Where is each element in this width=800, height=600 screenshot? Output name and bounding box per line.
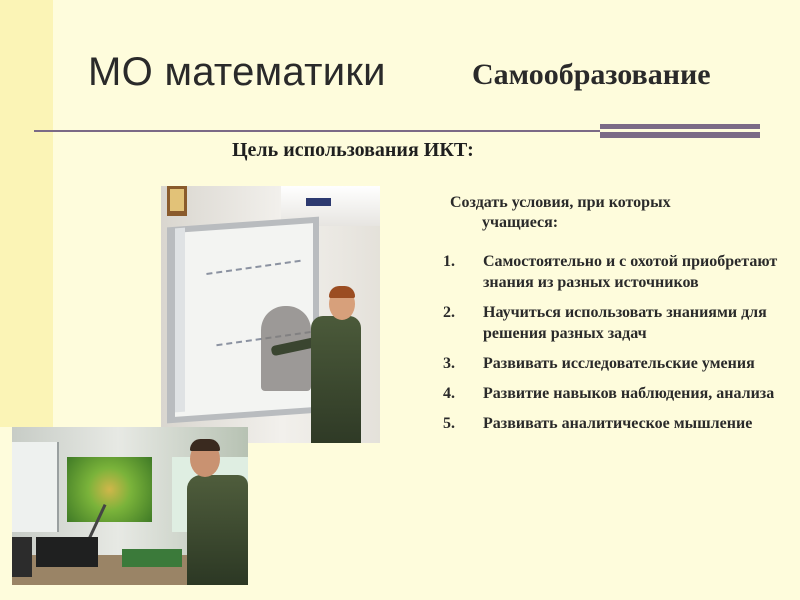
goal-number: 1.	[443, 253, 455, 270]
whiteboard-toolbar	[175, 228, 185, 413]
student-hair	[190, 439, 220, 451]
goal-text: Развивать аналитическое мышление	[483, 415, 753, 432]
goal-number: 3.	[443, 355, 455, 372]
student-body	[187, 475, 248, 585]
goals-list	[443, 251, 783, 443]
goal-number: 4.	[443, 385, 455, 402]
student-hair	[329, 286, 355, 298]
list-item	[443, 383, 783, 404]
goal-number: 5.	[443, 415, 455, 432]
intro-line-2: учащиеся:	[482, 214, 559, 231]
slide-title: МО математики	[88, 50, 386, 94]
goal-text: Развитие навыков наблюдения, анализа	[483, 385, 775, 402]
list-item	[443, 251, 783, 293]
goal-heading: Цель использования ИКТ:	[232, 139, 474, 161]
slide-subtitle: Самообразование	[472, 58, 711, 91]
projector	[306, 198, 331, 206]
goal-text: Научиться использовать знаниями для решения разных задач	[483, 304, 767, 342]
classroom-photo-projector	[12, 427, 248, 585]
goal-number: 2.	[443, 304, 455, 321]
goal-text: Самостоятельно и с охотой приобретают знания из разных источников	[483, 253, 778, 291]
wall-icon-picture	[170, 189, 184, 211]
projected-screen	[67, 457, 152, 522]
monitor	[36, 537, 98, 567]
left-accent-band	[0, 0, 53, 427]
classroom-photo-whiteboard	[161, 186, 380, 443]
list-item	[443, 413, 783, 434]
monitor-left	[12, 537, 32, 577]
goal-intro	[450, 193, 750, 233]
list-item	[443, 353, 783, 374]
goal-text: Развивать исследовательские умения	[483, 355, 755, 372]
list-item	[443, 302, 783, 344]
window	[12, 442, 59, 532]
intro-line-1: Создать условия, при которых	[450, 194, 671, 211]
lab-equipment	[122, 549, 182, 567]
divider-accent-gap	[600, 129, 760, 132]
student-body	[311, 316, 361, 443]
